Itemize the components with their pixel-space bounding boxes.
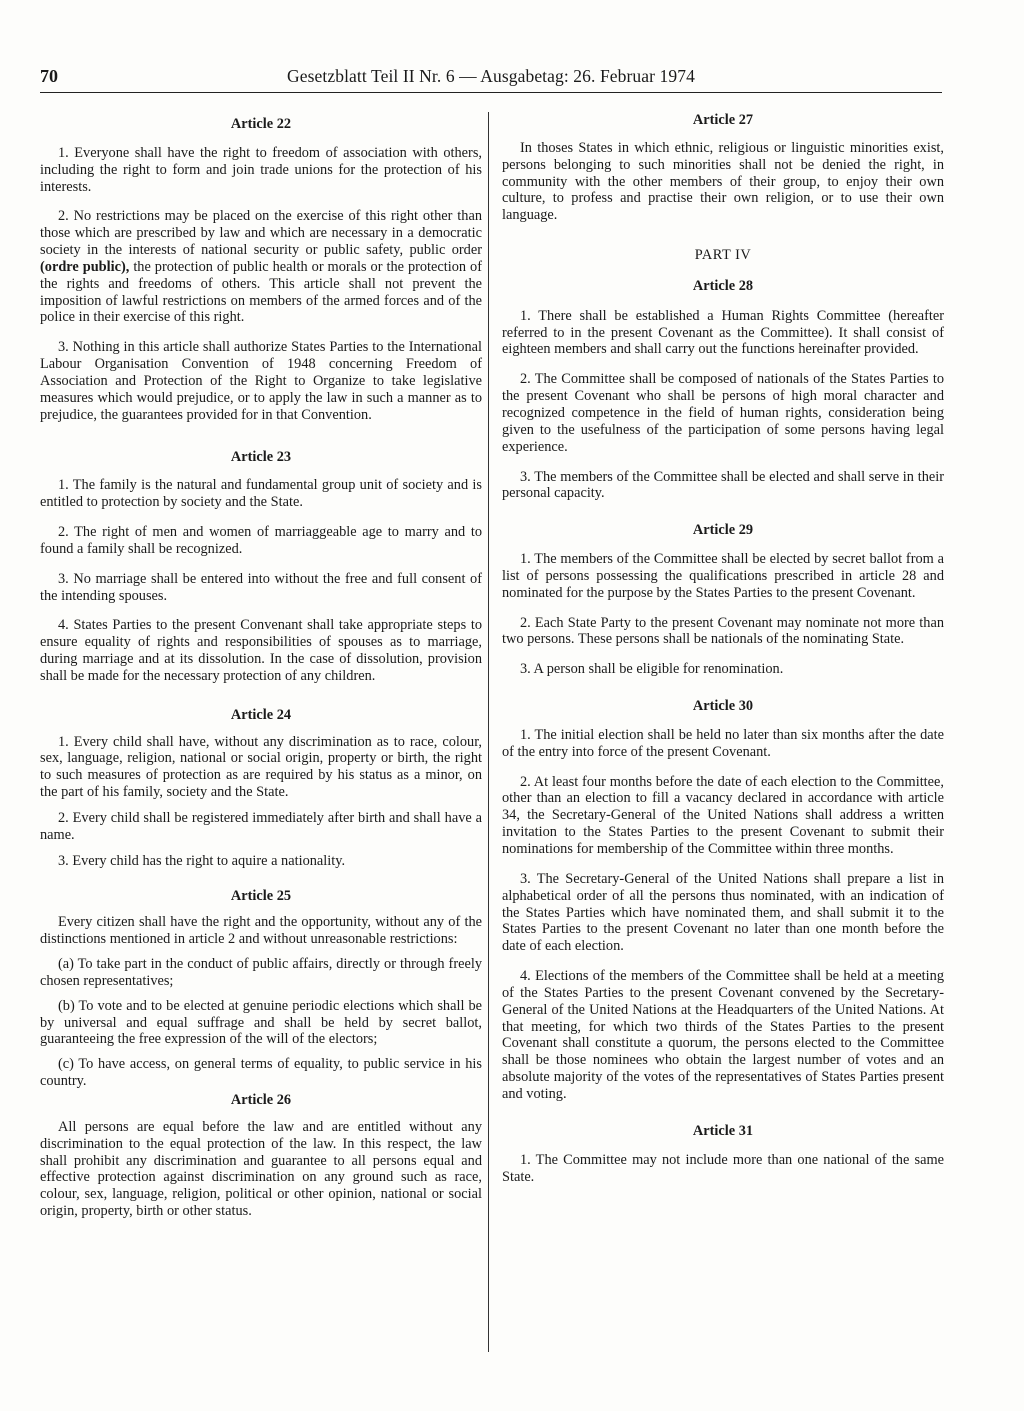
article-23-heading: Article 23	[230, 448, 292, 465]
article-25-item-b: (b) To vote and to be elected at genuine periodic elections which shall be by universal and equal suffrage and shall be held by secret ballot, guaranteeing the free expression of the will of the electors;	[40, 997, 482, 1048]
article-28-para-3: 3. The members of the Committee shall be elected and shall serve in their personal capacity.	[502, 468, 944, 502]
running-head: Gesetzblatt Teil II Nr. 6 — Ausgabetag: 26. Februar 1974	[287, 66, 695, 86]
article-22-para-2-start: 2. No restrictions may be placed on the exercise of this right other than those which are prescribed by law and which are necessary in a democratic society in the interests of national security or public safety, public order	[40, 208, 482, 259]
article-30-heading: Article 30	[692, 698, 754, 715]
article-31-heading: Article 31	[692, 1122, 754, 1139]
article-22-para-3: 3. Nothing in this article shall authorize States Parties to the International Labour Organisation Convention of 1948 concerning Freedom of Association and Protection of the Right to Organize to take legislative measures which would prejudice, or to apply the law in such a manner as to prejudice, the guarantees provided for in that Convention.	[40, 339, 482, 423]
article-30-para-2: 2. At least four months before the date of each election to the Committee, other than an election to fill a vacancy declared in accordance with article 34, the Secretary-General of the United Nations shall address a written invitation to the States Parties to the present Covenant to submit their nominations for membership of the Committee within three months.	[502, 773, 944, 857]
article-29-para-3: 3. A person shall be eligible for renomination.	[520, 661, 784, 678]
right-column	[502, 110, 944, 1185]
column-divider	[488, 112, 489, 1352]
article-28-para-2: 2. The Committee shall be composed of nationals of the States Parties to the present Covenant who shall be persons of high moral character and recognized competence in the field of human rights, consideration being given to the usefulness of the participation of some persons having legal experience.	[502, 371, 944, 455]
article-27-heading: Article 27	[692, 112, 754, 128]
article-27-para-1: In thoses States in which ethnic, religious or linguistic minorities exist, persons belonging to such minorities shall not be denied the right, in community with the other members of their group, to enjoy their own culture, to profess and practise their own religion, or to use their own language.	[502, 139, 944, 224]
article-26-para-1: All persons are equal before the law and are entitled without any discrimination to the equal protection of the law. In this respect, the law shall prohibit any discrimination and guarantee to all persons equal and effective protection against discrimination on any ground such as race, colour, sex, language, religion, political or other opinion, national or social origin, property, birth or other status.	[40, 1118, 482, 1220]
article-23-para-4: 4. States Parties to the present Convenant shall take appropriate steps to ensure equality of rights and responsibilities of spouses as to marriage, during marriage and at its dissolution. In the case of dissolution, provision shall be made for the necessary protection of any children.	[40, 617, 482, 684]
article-26-heading: Article 26	[230, 1091, 292, 1108]
article-28-para-1: 1. There shall be established a Human Rights Committee (hereafter referred to in the present Covenant as the Committee). It shall consist of eighteen members and shall carry out the functions hereinafter provided.	[502, 307, 944, 358]
article-22-para-2-end: the protection of public health or morals or the protection of the rights and freedoms of others. This article shall not prevent the imposition of lawful restrictions on members of the armed forces and of the police in their exercise of this right.	[40, 258, 482, 326]
article-24-para-3: 3. Every child has the right to aquire a nationality.	[58, 852, 346, 869]
article-25-intro: Every citizen shall have the right and the opportunity, without any of the distinctions mentioned in article 2 and without unreasonable restrictions:	[40, 914, 482, 948]
article-30-para-4: 4. Elections of the members of the Committee shall be held at a meeting of the States Parties to the present Covenant convened by the Secretary-General of the United Nations at the Headquarters of the United Nations. At that meeting, for which two thirds of the States Parties to the present Covenant shall constitute a quorum, the persons elected to the Committee shall be those nominees who obtain the largest number of votes and an absolute majority of the votes of the representatives of States Parties present and voting.	[502, 968, 944, 1102]
page-header	[40, 64, 942, 93]
article-22-para-2-emphasis: (ordre public),	[40, 258, 130, 275]
article-24-para-1: 1. Every child shall have, without any discrimination as to race, colour, sex, language, religion, national or social origin, property or birth, the right to such measures of protection as are required by his status as a minor, on the part of his family, society and the State.	[40, 733, 482, 801]
article-29-para-1: 1. The members of the Committee shall be elected by secret ballot from a list of persons possessing the qualifications prescribed in article 28 and nominated for the purpose by the States Parties to the present Covenant.	[502, 551, 944, 601]
article-25-item-c: (c) To have access, on general terms of equality, to public service in his country.	[40, 1056, 482, 1090]
article-28-heading: Article 28	[692, 277, 754, 294]
article-23-para-2: 2. The right of men and women of marriaggeable age to marry and to found a family shall be recognized.	[40, 524, 482, 557]
article-29-para-2: 2. Each State Party to the present Covenant may nominate not more than two persons. These persons shall be nationals of the nominating State.	[502, 614, 944, 648]
article-30-para-1: 1. The initial election shall be held no later than six months after the date of the entry into force of the present Covenant.	[502, 726, 944, 760]
article-22-heading: Article 22	[230, 116, 292, 132]
article-31-para-1: 1. The Committee may not include more than one national of the same State.	[502, 1151, 944, 1185]
article-29-heading: Article 29	[692, 522, 754, 539]
article-22-para-2	[40, 208, 482, 326]
article-23-para-1: 1. The family is the natural and fundamental group unit of society and is entitled to protection by society and the State.	[40, 477, 482, 511]
article-24-para-2: 2. Every child shall be registered immediately after birth and shall have a name.	[40, 810, 482, 843]
article-25-item-a: (a) To take part in the conduct of public affairs, directly or through freely chosen representatives;	[40, 956, 482, 989]
part-heading: PART IV	[694, 247, 752, 264]
article-23-para-3: 3. No marriage shall be entered into without the free and full consent of the intending spouses.	[40, 570, 482, 604]
left-column	[40, 110, 482, 1220]
article-24-heading: Article 24	[230, 706, 292, 723]
article-30-para-3: 3. The Secretary-General of the United Nations shall prepare a list in alphabetical order of all the persons thus nominated, with an indication of the States Parties which have nominated them, and shall submit it to the States Parties to the present Covenant no later than one month before the date of each election.	[502, 870, 944, 955]
page-number: 70	[40, 66, 58, 86]
article-25-heading: Article 25	[230, 887, 292, 904]
article-22-para-1: 1. Everyone shall have the right to freedom of association with others, including the right to form and join trade unions for the protection of his interests.	[40, 144, 482, 195]
